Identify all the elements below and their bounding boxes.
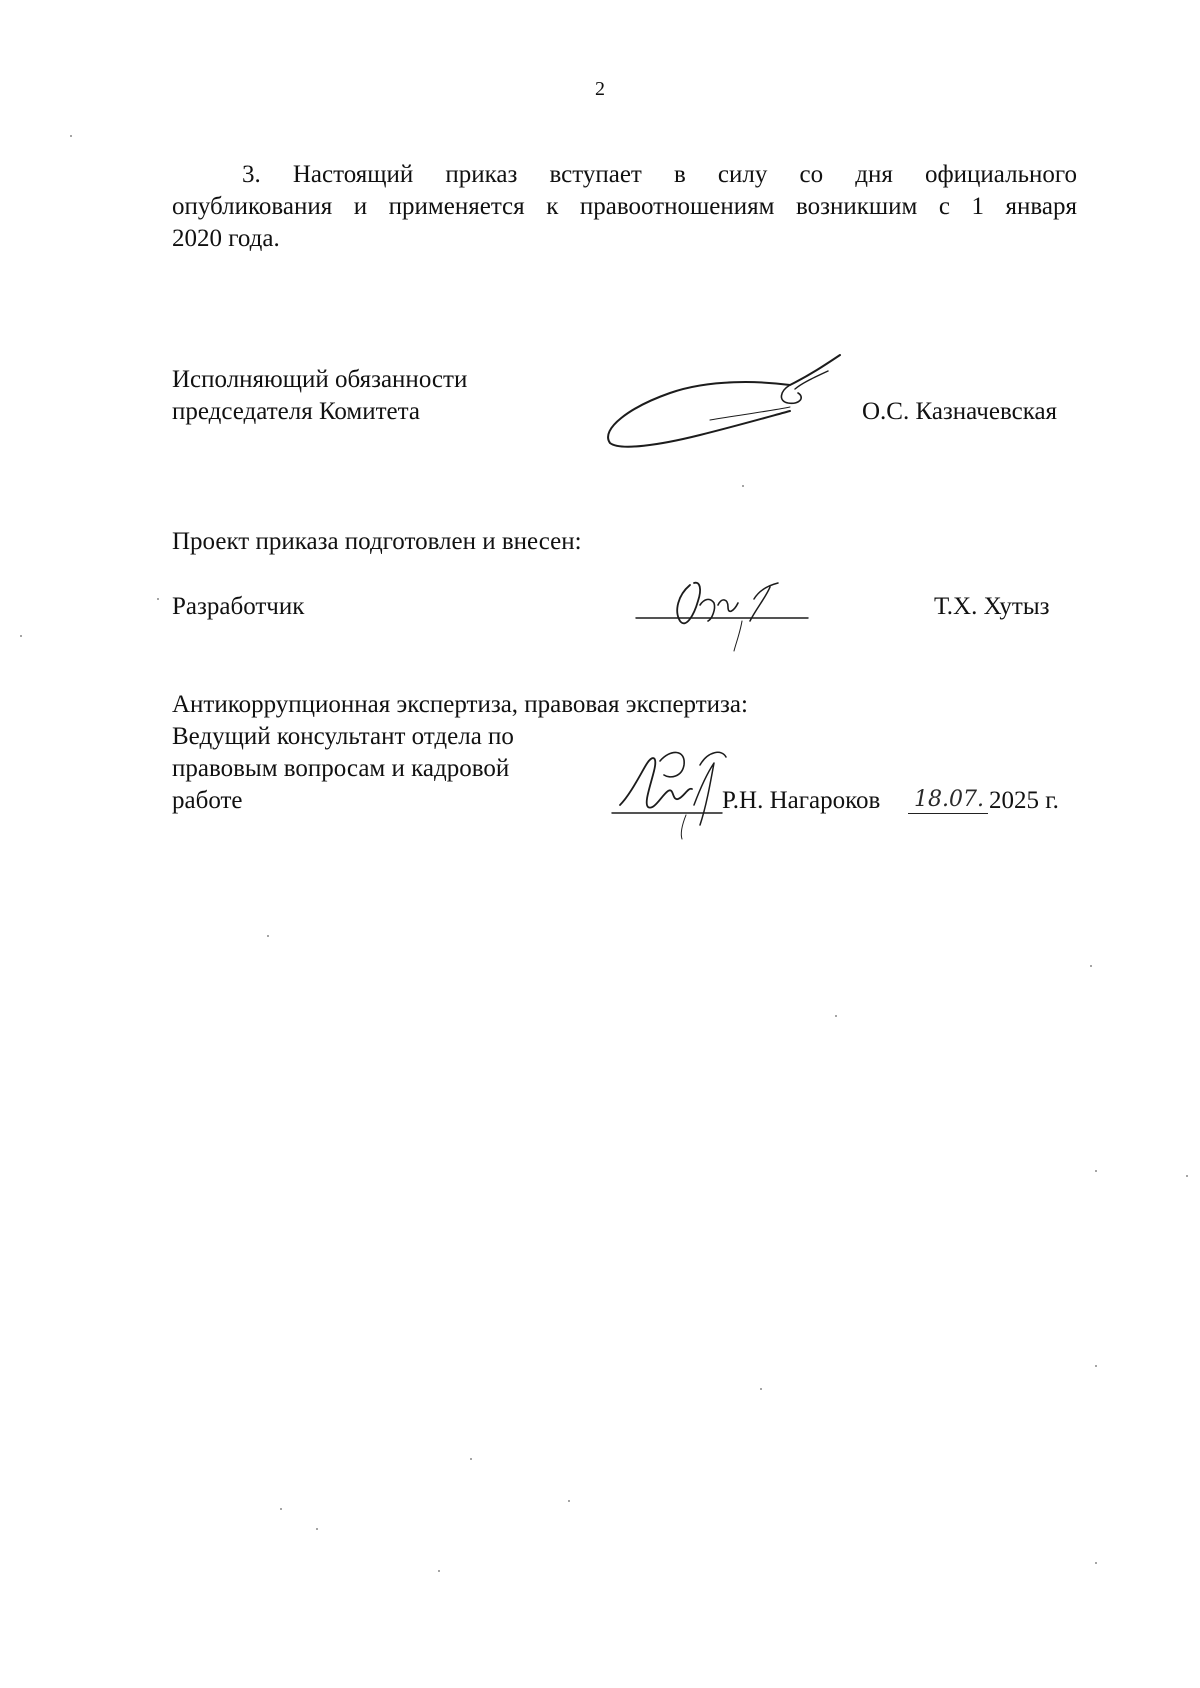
- scan-speck: [280, 1508, 282, 1510]
- page-number: 2: [595, 78, 605, 100]
- paragraph-line-3: 2020 года.: [172, 225, 280, 252]
- paragraph-line-1: 3. Настоящий приказ вступает в силу со дня официального: [242, 161, 1077, 188]
- scan-speck: [1095, 1170, 1097, 1172]
- signature-developer: [630, 575, 820, 655]
- scan-speck: [568, 1500, 570, 1502]
- expertise-role-line1: Ведущий консультант отдела по: [172, 723, 514, 750]
- signature-chairman: [600, 345, 860, 450]
- scan-speck: [70, 135, 72, 137]
- scan-speck: [1095, 1562, 1097, 1564]
- scan-speck: [157, 598, 159, 600]
- handwritten-date: 18.07.: [914, 787, 984, 812]
- prepared-name: Т.Х. Хутыз: [934, 593, 1050, 620]
- scan-speck: [20, 635, 22, 637]
- scan-speck: [470, 1458, 472, 1460]
- paragraph-3: [172, 159, 1077, 255]
- scan-speck: [1090, 965, 1092, 967]
- expertise-role-line3: работе: [172, 787, 243, 814]
- scan-speck: [438, 1570, 440, 1572]
- scan-speck: [1186, 1175, 1188, 1177]
- scan-speck: [742, 485, 744, 487]
- expertise-role-line2: правовым вопросам и кадровой: [172, 755, 510, 782]
- signatory-name: О.С. Казначевская: [862, 398, 1058, 425]
- prepared-role: Разработчик: [172, 593, 305, 620]
- expertise-heading: Антикоррупционная экспертиза, правовая экспертиза:: [172, 691, 748, 718]
- signatory-title-line2: председателя Комитета: [172, 398, 420, 425]
- scan-speck: [267, 935, 269, 937]
- scan-speck: [1095, 1365, 1097, 1367]
- expertise-date-field: [908, 785, 988, 817]
- prepared-heading: Проект приказа подготовлен и внесен:: [172, 528, 582, 555]
- signatory-title-line1: Исполняющий обязанности: [172, 366, 468, 393]
- expertise-name: Р.Н. Нагароков: [722, 787, 881, 814]
- scan-speck: [316, 1528, 318, 1530]
- paragraph-line-2: опубликования и применяется к правоотношениям возникшим с 1 января: [172, 193, 1077, 220]
- scan-speck: [835, 1015, 837, 1017]
- expertise-year: 2025 г.: [989, 787, 1059, 814]
- scan-speck: [760, 1388, 762, 1390]
